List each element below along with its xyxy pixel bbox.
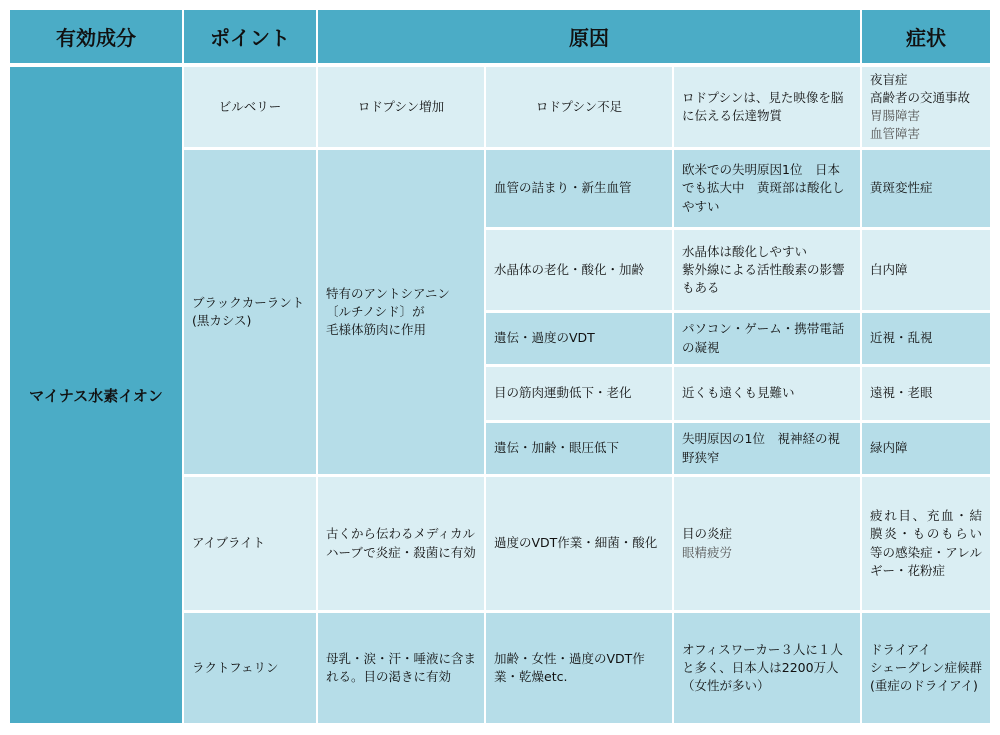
- eyebright-point: 古くから伝わるメディカルハーブで炎症・殺菌に有効: [318, 477, 484, 610]
- header-cause: 原因: [318, 10, 860, 63]
- symptom-line: 夜盲症: [870, 71, 908, 87]
- bilberry-cause: ロドプシン不足: [486, 67, 672, 147]
- cataract-detail-line: 紫外線による活性酸素の影響もある: [682, 261, 845, 296]
- header-ingredient: 有効成分: [10, 10, 182, 63]
- cataract-detail-line: 水晶体は酸化しやすい: [682, 243, 808, 259]
- macular-symptom: 黄斑変性症: [862, 150, 990, 227]
- eye-health-table: [10, 10, 988, 724]
- lactoferrin-name: ラクトフェリン: [184, 613, 316, 723]
- blackcurrant-point-line: 特有のアントシアニン: [326, 285, 450, 301]
- eyebright-detail: [674, 477, 860, 610]
- lactoferrin-symptom-line: (重症のドライアイ): [870, 678, 978, 694]
- lactoferrin-symptom: [862, 613, 990, 723]
- header-symptom: 症状: [862, 10, 990, 63]
- main-ingredient-cell: マイナス水素イオン: [10, 67, 182, 723]
- blackcurrant-name-line: ブラックカーラント: [192, 294, 305, 310]
- presbyopia-symptom: 遠視・老眼: [862, 367, 990, 420]
- bilberry-point: ロドプシン増加: [318, 67, 484, 147]
- cataract-cause: 水晶体の老化・酸化・加齢: [486, 230, 672, 310]
- symptom-line: 高齢者の交通事故: [870, 89, 971, 105]
- myopia-detail: パソコン・ゲーム・携帯電話の凝視: [674, 313, 860, 364]
- eyebright-detail-line: 目の炎症: [682, 526, 733, 542]
- eyebright-name: アイブライト: [184, 477, 316, 610]
- eyebright-detail-line: 眼精疲労: [682, 544, 733, 560]
- blackcurrant-point-line: 毛様体筋肉に作用: [326, 322, 427, 338]
- blackcurrant-name: [184, 150, 316, 474]
- lactoferrin-detail: オフィスワーカー３人に１人と多く、日本人は2200万人（女性が多い）: [674, 613, 860, 723]
- glaucoma-symptom: 緑内障: [862, 423, 990, 474]
- macular-detail: 欧米での失明原因1位 日本でも拡大中 黄斑部は酸化しやすい: [674, 150, 860, 227]
- blackcurrant-point-line: 〔ルチノシド〕が: [326, 303, 425, 319]
- glaucoma-cause: 遺伝・加齢・眼圧低下: [486, 423, 672, 474]
- lactoferrin-cause: 加齢・女性・過度のVDT作業・乾燥etc.: [486, 613, 672, 723]
- macular-cause: 血管の詰まり・新生血管: [486, 150, 672, 227]
- glaucoma-detail: 失明原因の1位 視神経の視野狭窄: [674, 423, 860, 474]
- symptom-line: 血管障害: [870, 126, 921, 142]
- bilberry-detail: ロドプシンは、見た映像を脳に伝える伝達物質: [674, 67, 860, 147]
- bilberry-name: ビルベリー: [184, 67, 316, 147]
- lactoferrin-point: 母乳・涙・汗・唾液に含まれる。目の渇きに有効: [318, 613, 484, 723]
- header-point: ポイント: [184, 10, 316, 63]
- lactoferrin-symptom-line: シェーグレン症候群: [870, 659, 982, 675]
- eyebright-symptom: 疲れ目、充血・結膜炎・ものもらい等の感染症・アレルギー・花粉症: [862, 477, 990, 610]
- presbyopia-detail: 近くも遠くも見難い: [674, 367, 860, 420]
- symptom-line: 胃腸障害: [870, 108, 921, 123]
- blackcurrant-point: [318, 150, 484, 474]
- cataract-symptom: 白内障: [862, 230, 990, 310]
- bilberry-symptom: [862, 67, 990, 147]
- blackcurrant-name-line: (黒カシス): [192, 313, 252, 328]
- myopia-cause: 遺伝・過度のVDT: [486, 313, 672, 364]
- lactoferrin-symptom-line: ドライアイ: [870, 641, 931, 657]
- presbyopia-cause: 目の筋肉運動低下・老化: [486, 367, 672, 420]
- myopia-symptom: 近視・乱視: [862, 313, 990, 364]
- cataract-detail: [674, 230, 860, 310]
- eyebright-cause: 過度のVDT作業・細菌・酸化: [486, 477, 672, 610]
